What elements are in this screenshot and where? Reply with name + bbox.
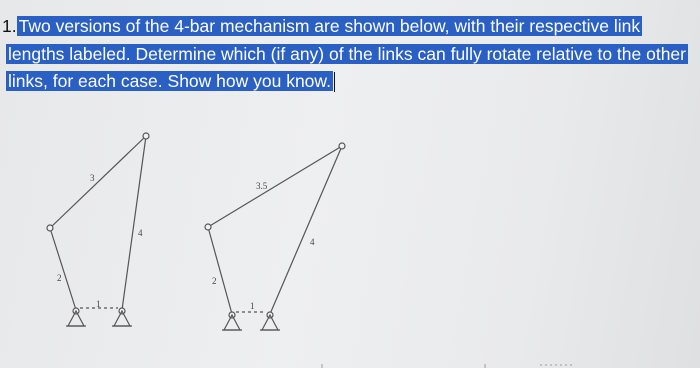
question-line-3-text: links, for each case. Show how you know. (8, 71, 331, 91)
mechanism-b-label-link-1: 1 (250, 301, 255, 311)
mechanism-b-right-pivot (260, 312, 280, 330)
mechanism-b-link-4 (270, 146, 342, 314)
mechanism-a-label-link-2: 2 (57, 273, 62, 283)
mechanism-a-joint-top (143, 133, 149, 139)
question-line-1-text: Two versions of the 4-bar mechanism are shown below, with their respective link (18, 16, 641, 36)
mechanism-b-link-3 (208, 146, 342, 227)
mechanism-a-link-4 (122, 136, 146, 310)
mechanism-b (205, 143, 345, 330)
mechanism-b-label-link-3: 3.5 (256, 181, 268, 191)
mechanism-a-label-link-3: 3 (90, 173, 95, 183)
mechanism-a-label-link-4: 4 (138, 228, 143, 238)
mechanism-a-label-link-1: 1 (96, 299, 101, 309)
mechanism-b-joint-left (205, 224, 211, 230)
mechanism-b-left-pivot (222, 312, 242, 330)
mechanism-b-joint-top (339, 143, 345, 149)
page-edge-marks (322, 364, 575, 368)
mechanism-a-left-pivot (66, 308, 86, 326)
mechanism-a-right-pivot (112, 308, 132, 326)
mechanism-b-label-link-4: 4 (310, 237, 315, 247)
question-number: 1. (2, 16, 17, 36)
mechanism-b-link-2 (208, 227, 232, 314)
mechanism-a-link-2 (50, 228, 76, 310)
question-line-2-text: lengths labeled. Determine which (if any) of the links can fully rotate relative to the other (8, 44, 686, 64)
mechanism-b-label-link-2: 2 (212, 276, 217, 286)
mechanism-a-joint-left (47, 225, 53, 231)
mechanism-a (47, 133, 149, 326)
mechanism-a-link-3 (50, 136, 146, 228)
